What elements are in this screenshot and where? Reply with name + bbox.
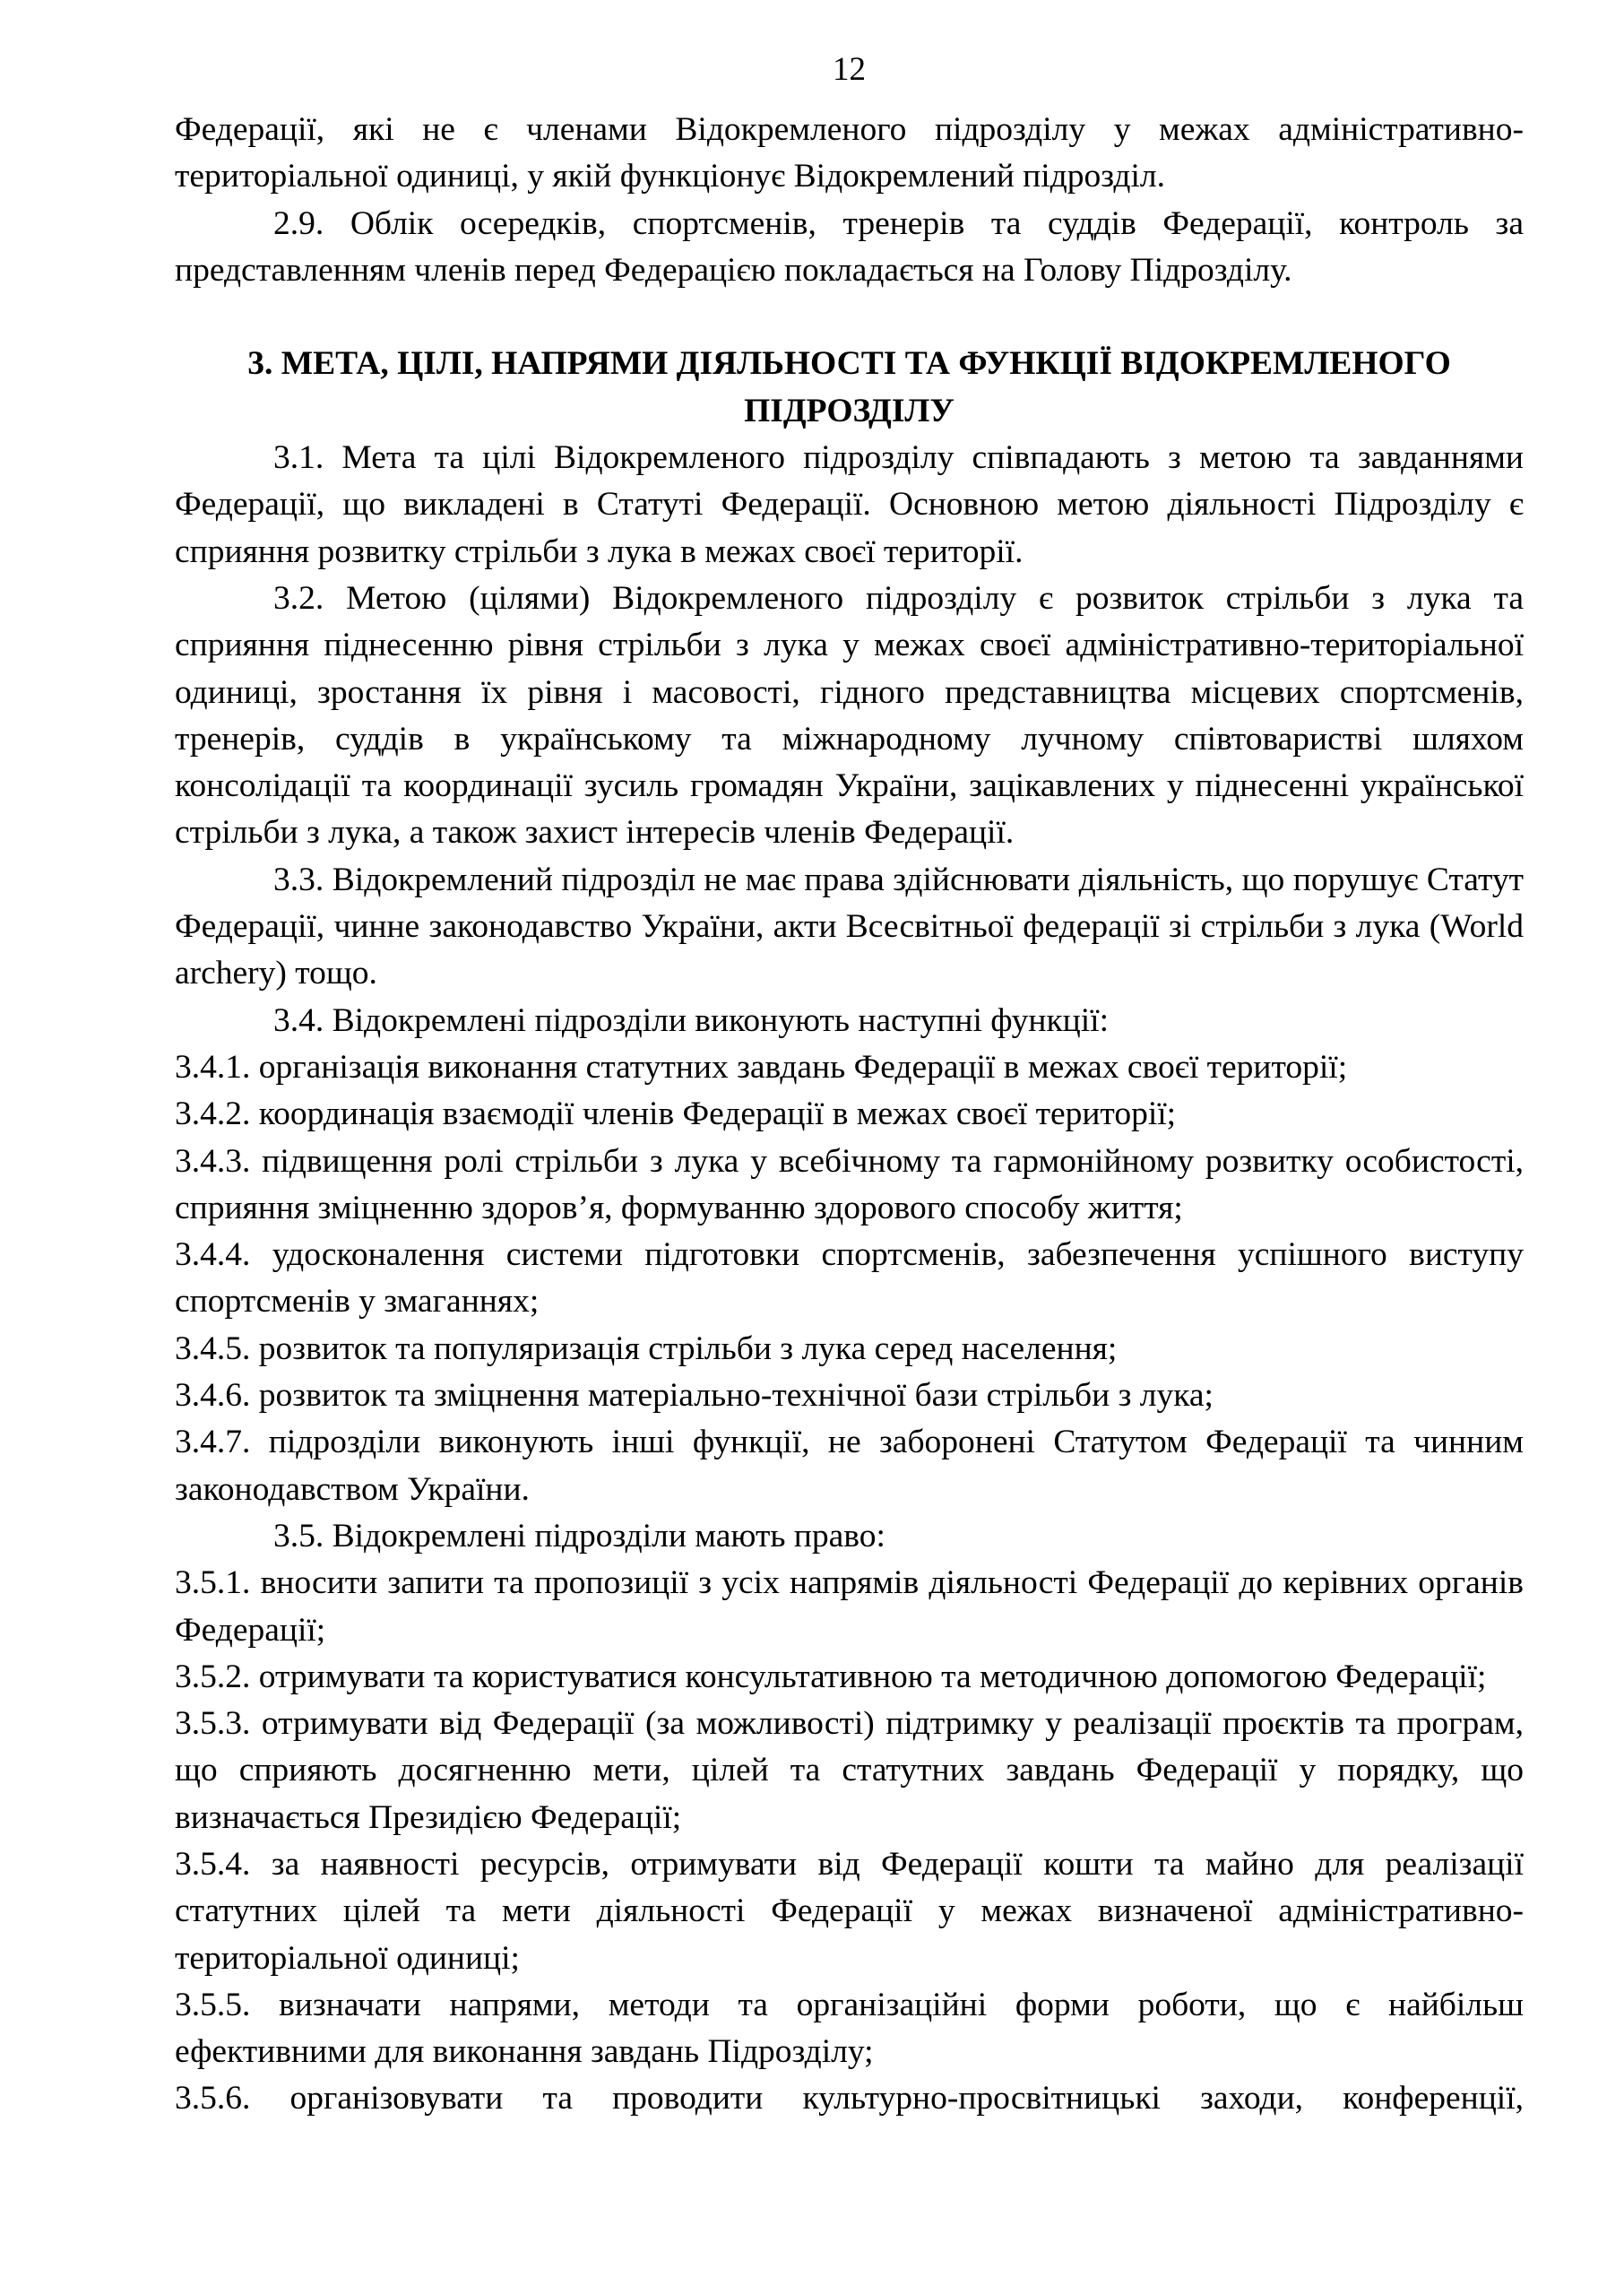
list-item-3-4-1: 3.4.1. організація виконання статутних завдань Федерації в межах своєї території; bbox=[175, 1048, 1348, 1086]
list-item-3-4-5: 3.4.5. розвиток та популяризація стрільби з лука серед населення; bbox=[175, 1329, 1118, 1367]
paragraph-2-9: 2.9. Облік осередків, спортсменів, тренерів та суддів Федерації, контроль за представленням членів перед Федерацією покладається на Голову Підрозділу. bbox=[175, 204, 1524, 289]
list-item-3-4-6: 3.4.6. розвиток та зміцнення матеріально-технічної бази стрільби з лука; bbox=[175, 1377, 1214, 1415]
section-spacer bbox=[175, 294, 1524, 341]
list-item-3-5-1: 3.5.1. вносити запити та пропозиції з усіх напрямів діяльності Федерації до керівних органів Федерації; bbox=[175, 1564, 1524, 1649]
paragraph-3-1: 3.1. Мета та цілі Відокремленого підрозділу співпадають з метою та завданнями Федерації, що викладені в Статуті Федерації. Основною метою діяльності Підрозділу є сприяння розвитку стрільби з лука в межах своєї території. bbox=[175, 439, 1524, 570]
paragraph-3-4: 3.4. Відокремлені підрозділи виконують наступні функції: bbox=[273, 1001, 1110, 1039]
list-item-3-5-2: 3.5.2. отримувати та користуватися консультативною та методичною допомогою Федерації; bbox=[175, 1658, 1487, 1695]
list-item-3-4-4: 3.4.4. удосконалення системи підготовки спортсменів, забезпечення успішного виступу спортсменів у змаганнях; bbox=[175, 1236, 1524, 1321]
list-item-3-4-2: 3.4.2. координація взаємодії членів Федерації в межах своєї території; bbox=[175, 1096, 1177, 1133]
paragraph-3-5: 3.5. Відокремлені підрозділи мають право: bbox=[273, 1517, 885, 1555]
list-item-3-5-6: 3.5.6. організовувати та проводити культурно-просвітницькі заходи, конференції, bbox=[175, 2080, 1524, 2117]
paragraph-3-3: 3.3. Відокремлений підрозділ не має права здійснювати діяльність, що порушує Статут Федерації, чинне законодавство України, акти Всесвітньої федерації зі стрільби з лука (World archery) тощо. bbox=[175, 861, 1524, 992]
document-body bbox=[175, 107, 1524, 2123]
page-number: 12 bbox=[833, 51, 866, 88]
list-item-3-4-3: 3.4.3. підвищення ролі стрільби з лука у всебічному та гармонійному розвитку особистості, сприяння зміцненню здоров’я, формуванню здорового способу життя; bbox=[175, 1142, 1524, 1226]
paragraph-2-8-continuation: Федерації, які не є членами Відокремленого підрозділу у межах адміністративно-територіальної одиниці, у якій функціонує Відокремлений підрозділ. bbox=[175, 111, 1524, 195]
list-item-3-5-3: 3.5.3. отримувати від Федерації (за можливості) підтримку у реалізації проєктів та програм, що сприяють досягненню мети, цілей та статутних завдань Федерації у порядку, що визначається Президією Федерації; bbox=[175, 1705, 1524, 1836]
list-item-3-5-5: 3.5.5. визначати напрями, методи та організаційні форми роботи, що є найбільш ефективними для виконання завдань Підрозділу; bbox=[175, 1986, 1524, 2071]
list-item-3-5-4: 3.5.4. за наявності ресурсів, отримувати від Федерації кошти та майно для реалізації статутних цілей та мети діяльності Федерації у межах визначеної адміністративно-територіальної одиниці; bbox=[175, 1845, 1524, 1977]
list-item-3-4-7: 3.4.7. підрозділи виконують інші функції, не заборонені Статутом Федерації та чинним законодавством України. bbox=[175, 1424, 1524, 1508]
paragraph-3-2: 3.2. Метою (цілями) Відокремленого підрозділу є розвиток стрільби з лука та сприяння піднесенню рівня стрільби з лука у межах своєї адміністративно-територіальної одиниці, зростання їх рівня і масовості, гідного представництва місцевих спортсменів, тренерів, суддів в українському та міжнародному лучному співтоваристві шляхом консолідації та координації зусиль громадян України, зацікавлених у піднесенні української стрільби з лука, а також захист інтересів членів Федерації. bbox=[175, 579, 1524, 852]
section-3-heading: 3. МЕТА, ЦІЛІ, НАПРЯМИ ДІЯЛЬНОСТІ ТА ФУНКЦІЇ ВІДОКРЕМЛЕНОГО ПІДРОЗДІЛУ bbox=[247, 345, 1451, 429]
